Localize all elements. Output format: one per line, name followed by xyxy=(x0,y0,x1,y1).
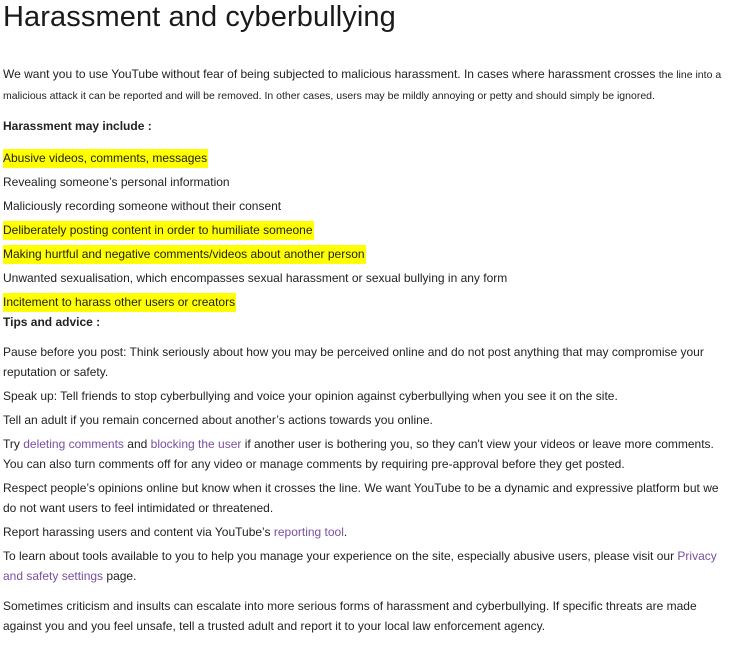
list-item-text: Incitement to harass other users or creators xyxy=(3,293,236,312)
tip-try-prefix: Try xyxy=(3,437,24,451)
tips-heading: Tips and advice : xyxy=(3,315,101,329)
list-item-text: Making hurtful and negative comments/videos about another person xyxy=(3,245,366,264)
tip-speak-up: Speak up: Tell friends to stop cyberbullying and voice your opinion against cyberbullying when you see it on the site. xyxy=(3,389,618,403)
tip-try-and: and xyxy=(123,437,151,451)
tip-try-suffix: if another user is bothering you, so they can't view your videos or leave more comments. You can also turn comments off for any video or manage comments by requiring pre-approval before they get posted. xyxy=(3,437,714,471)
list-item xyxy=(3,242,730,266)
list-item xyxy=(3,266,730,290)
intro-small-text: the line into a malicious attack it can be reported and will be removed. In other cases, users may be mildly annoying or petty and should simply be ignored. xyxy=(3,69,722,102)
tip-learn-prefix: To learn about tools available to you to help you manage your experience on the site, especially abusive users, please visit our xyxy=(3,549,678,563)
tip-respect: Respect people’s opinions online but know when it crosses the line. We want YouTube to be a dynamic and expressive platform but we do not want users to feel intimidated or threatened. xyxy=(3,481,719,515)
list-item-text: Maliciously recording someone without their consent xyxy=(3,199,282,213)
reporting-tool-link[interactable]: reporting tool xyxy=(273,525,344,539)
tip-report-suffix: . xyxy=(343,525,348,539)
list-item xyxy=(3,290,730,314)
intro-paragraph xyxy=(3,64,727,106)
closing-paragraph: Sometimes criticism and insults can escalate into more serious forms of harassment and cyberbullying. If specific threats are made against you and you feel unsafe, tell a trusted adult and report it to your local law enforcement agency. xyxy=(3,599,697,633)
page-title: Harassment and cyberbullying xyxy=(3,1,396,33)
tip-report xyxy=(3,522,725,542)
tip-pause: Pause before you post: Think seriously about how you may be perceived online and do not post anything that may compromise your reputation or safety. xyxy=(3,345,704,379)
harassment-heading: Harassment may include : xyxy=(3,119,152,133)
list-item xyxy=(3,146,730,170)
tip-learn xyxy=(3,546,725,586)
list-item xyxy=(3,218,730,242)
list-item xyxy=(3,170,730,194)
list-item-text: Revealing someone’s personal information xyxy=(3,175,230,189)
list-item-text: Abusive videos, comments, messages xyxy=(3,149,208,168)
privacy-safety-settings-link[interactable]: Privacy and safety settings xyxy=(3,549,717,583)
tip-learn-suffix: page. xyxy=(103,569,137,583)
tip-tell-adult: Tell an adult if you remain concerned about another’s actions towards you online. xyxy=(3,413,433,427)
list-item-text: Deliberately posting content in order to humiliate someone xyxy=(3,221,314,240)
harassment-list xyxy=(3,146,730,314)
list-item-text: Unwanted sexualisation, which encompasses sexual harassment or sexual bullying in any form xyxy=(3,271,508,285)
tip-try xyxy=(3,434,725,474)
deleting-comments-link[interactable]: deleting comments xyxy=(23,437,124,451)
blocking-user-link[interactable]: blocking the user xyxy=(150,437,242,451)
list-item xyxy=(3,194,730,218)
tips-section xyxy=(3,342,730,636)
intro-text: We want you to use YouTube without fear of being subjected to malicious harassment. In cases where harassment crosses xyxy=(3,67,656,81)
tip-report-prefix: Report harassing users and content via YouTube’s xyxy=(3,525,274,539)
